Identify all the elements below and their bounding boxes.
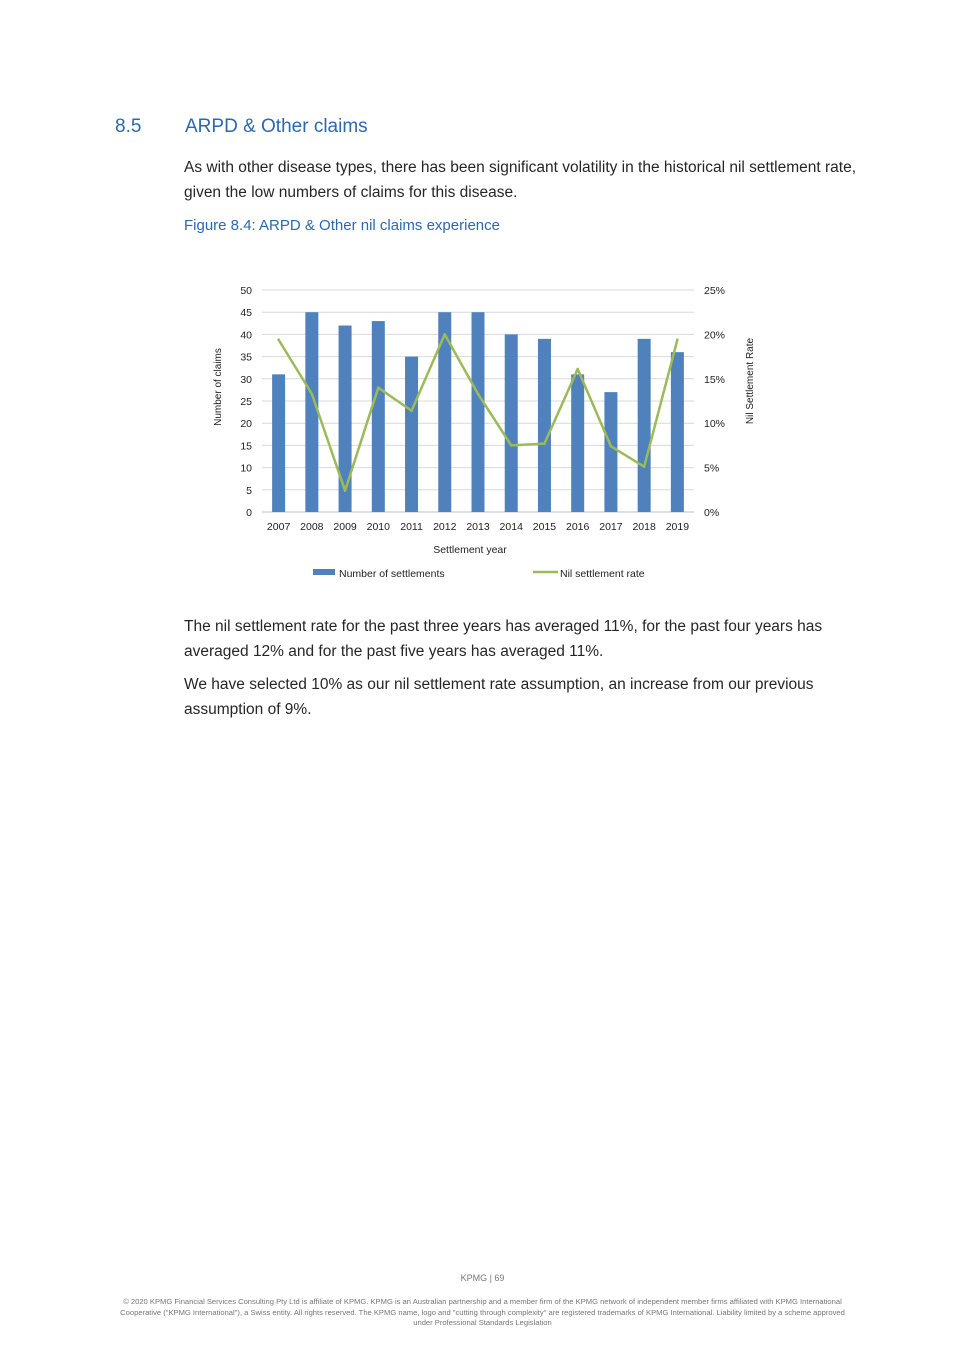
bar-2010 <box>372 321 385 512</box>
x-tick-label: 2011 <box>400 521 423 533</box>
nil-rate-point-2011 <box>410 409 413 412</box>
nil-rate-point-2017 <box>610 445 613 448</box>
paragraph-averages: The nil settlement rate for the past three years has averaged 11%, for the past four years has averaged 12% and for the past five years has averaged 11%. <box>184 618 823 660</box>
bar-2015 <box>538 339 551 512</box>
x-tick-label: 2013 <box>466 521 490 533</box>
nil-rate-point-2008 <box>311 393 314 396</box>
intro-paragraph: As with other disease types, there has been significant volatility in the historical nil settlement rate, given the low numbers of claims for this disease. <box>184 159 857 201</box>
y-tick-label: 15 <box>240 440 252 453</box>
y-tick-label: 5 <box>246 484 252 497</box>
page-number: KPMG | 69 <box>460 1273 505 1283</box>
x-tick-label: 2008 <box>300 521 324 533</box>
y-tick-label: 35 <box>240 351 252 364</box>
x-tick-label: 2015 <box>532 521 557 533</box>
y-tick-label: 40 <box>240 329 252 342</box>
y2-tick-label: 0% <box>704 507 720 519</box>
y2-axis-label: Nil Settlement Rate <box>745 337 756 425</box>
bar-2019 <box>671 352 684 512</box>
nil-rate-point-2019 <box>676 338 679 341</box>
figure-caption: Figure 8.4: ARPD & Other nil claims experience <box>184 217 500 234</box>
y2-tick-label: 20% <box>704 329 726 342</box>
nil-rate-point-2015 <box>543 442 546 445</box>
nil-rate-point-2013 <box>477 393 480 396</box>
y2-tick-label: 25% <box>704 285 726 297</box>
y-axis-label: Number of claims <box>213 348 224 426</box>
y2-tick-label: 15% <box>704 373 726 386</box>
legend-line-label: Nil settlement rate <box>560 568 645 580</box>
paragraph-assumption: We have selected 10% as our nil settlement rate assumption, an increase from our previous assumption of 9%. <box>184 676 814 718</box>
y2-tick-label: 10% <box>704 418 726 431</box>
bar-2016 <box>571 374 584 512</box>
legend-bar-label: Number of settlements <box>339 568 445 580</box>
bar-2007 <box>272 374 285 512</box>
y-tick-label: 30 <box>240 373 252 386</box>
chart-legend <box>313 568 645 580</box>
legal-notice: © 2020 KPMG Financial Services Consulting Pty Ltd is affiliate of KPMG. KPMG is an Australian partnership and a member firm of the KPMG network of independent member firms affiliated with KPMG International Cooperative ("KPMG International"), a Swiss entity. All rights reserved. The KPMG name, logo and "cutting through complexity" are registered trademarks of KPMG International. Liability limited by a scheme approved under Professional Standards Legislation <box>120 1297 845 1327</box>
x-tick-label: 2019 <box>665 521 690 533</box>
bar-2014 <box>505 334 518 512</box>
y2-tick-label: 5% <box>704 462 720 475</box>
x-tick-label: 2018 <box>632 521 656 533</box>
nil-rate-point-2007 <box>277 338 280 341</box>
nil-rate-point-2010 <box>377 386 380 389</box>
x-axis-label: Settlement year <box>433 544 507 556</box>
bar-2018 <box>638 339 651 512</box>
bar-2008 <box>305 312 318 512</box>
nil-rate-point-2018 <box>643 465 646 468</box>
nil-rate-point-2009 <box>344 489 347 492</box>
bar-2011 <box>405 357 418 512</box>
x-tick-label: 2017 <box>599 521 623 533</box>
nil-rate-point-2012 <box>443 333 446 336</box>
nil-rate-point-2016 <box>576 368 579 371</box>
section-title: ARPD & Other claims <box>185 116 368 137</box>
nil-claims-chart <box>0 0 965 600</box>
chart-bars <box>272 312 684 512</box>
bar-2009 <box>339 326 352 512</box>
y-tick-label: 25 <box>240 396 252 408</box>
legend-bar-swatch <box>313 569 335 575</box>
x-tick-label: 2016 <box>566 521 590 533</box>
x-tick-label: 2010 <box>366 521 390 533</box>
y-tick-label: 0 <box>246 507 252 519</box>
y-tick-label: 20 <box>240 418 252 431</box>
x-tick-label: 2012 <box>433 521 457 533</box>
section-number: 8.5 <box>115 116 142 137</box>
y-tick-label: 10 <box>240 462 252 475</box>
y-tick-label: 45 <box>240 307 252 320</box>
nil-rate-point-2014 <box>510 444 513 447</box>
x-tick-label: 2014 <box>499 521 523 533</box>
x-tick-label: 2007 <box>266 521 291 533</box>
bar-2017 <box>604 392 617 512</box>
x-tick-label: 2009 <box>333 521 357 533</box>
y-tick-label: 50 <box>240 285 252 297</box>
bar-2013 <box>472 312 485 512</box>
